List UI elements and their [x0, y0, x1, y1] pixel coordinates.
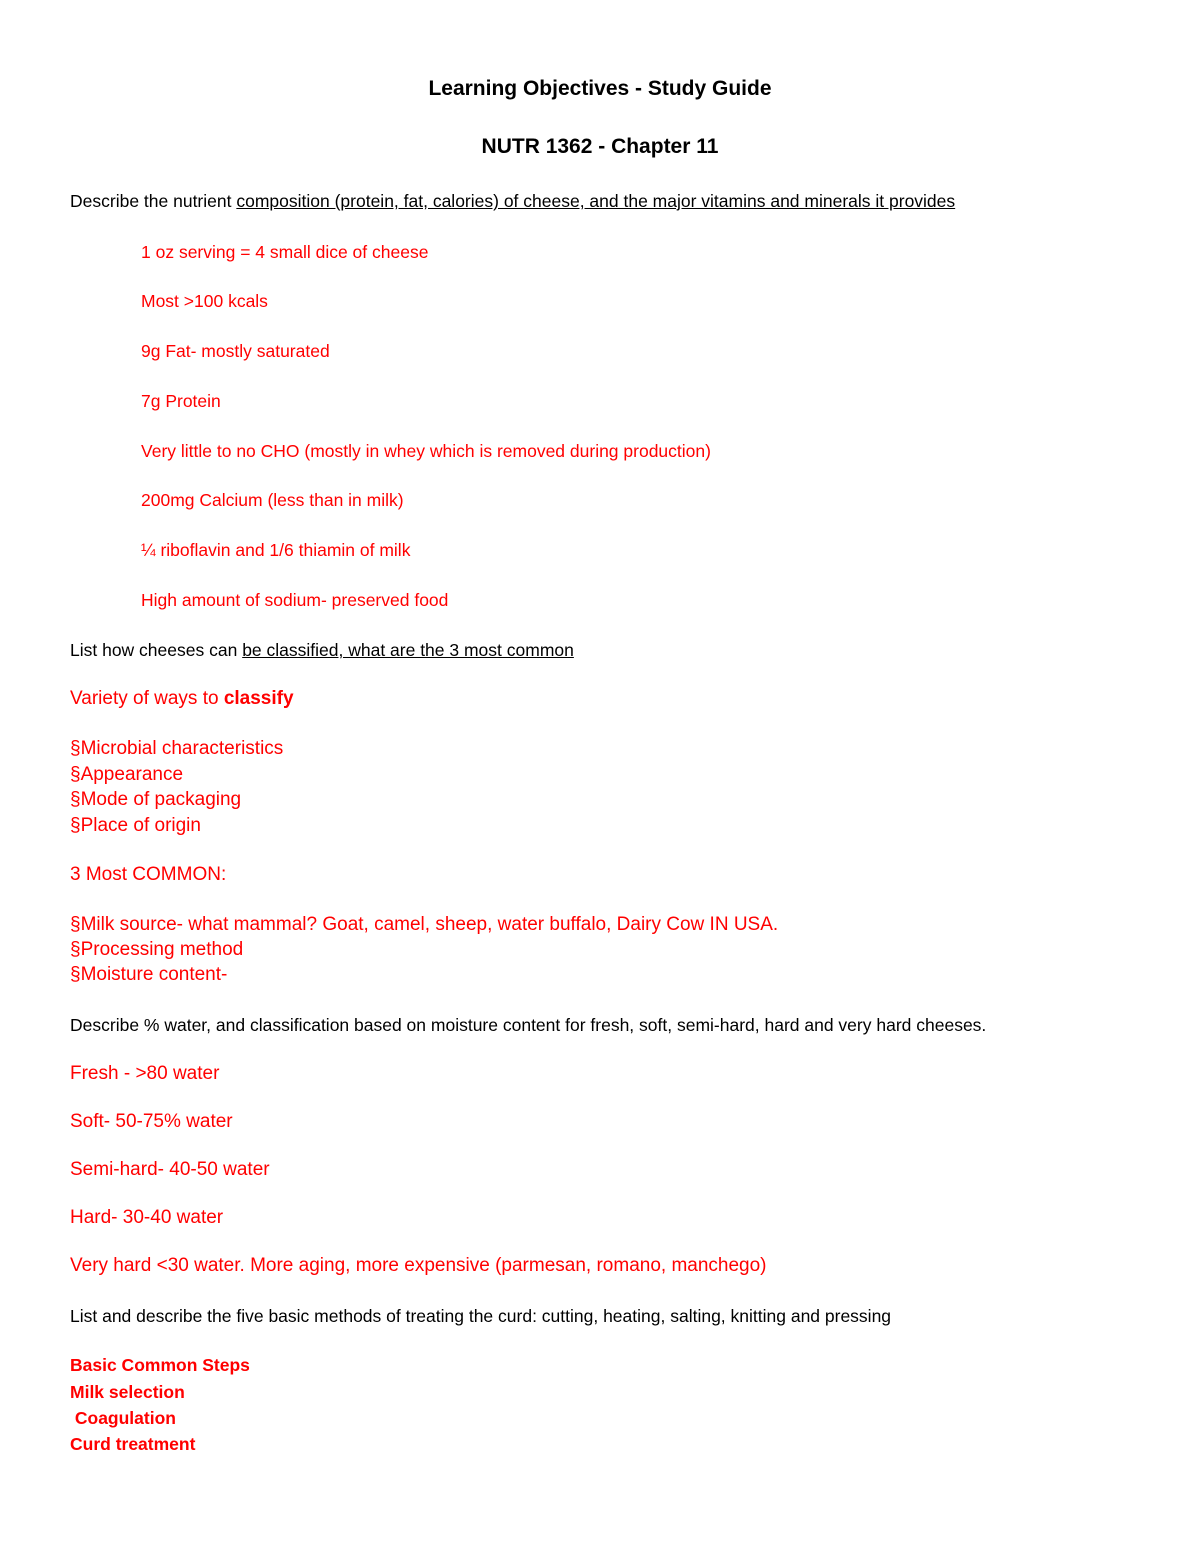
question-underlined-text: be classified, what are the 3 most common	[242, 640, 574, 660]
composition-item: Most >100 kcals	[141, 291, 268, 311]
document-title: Learning Objectives - Study Guide	[428, 77, 772, 100]
steps-heading: Basic Common Steps	[70, 1355, 250, 1375]
composition-item: 200mg Calcium (less than in milk)	[141, 490, 404, 510]
moisture-item: Semi-hard- 40-50 water	[70, 1159, 270, 1180]
composition-item: 7g Protein	[141, 391, 221, 411]
classify-way-item: §Mode of packaging	[70, 789, 242, 810]
composition-item: High amount of sodium- preserved food	[141, 590, 449, 610]
classify-intro-bold: classify	[223, 688, 294, 709]
composition-item: Very little to no CHO (mostly in whey which is removed during production)	[141, 441, 711, 461]
common-item: §Moisture content-	[70, 964, 228, 985]
question-text: List how cheeses can	[70, 640, 243, 660]
question-composition	[70, 191, 955, 212]
classify-way-item: §Place of origin	[70, 815, 201, 836]
question-underlined-text: composition (protein, fat, calories) of cheese, and the major vitamins and minerals it provides	[236, 191, 956, 211]
question-curd-treatment: List and describe the five basic methods of treating the curd: cutting, heating, salting, knitting and pressing	[70, 1306, 892, 1326]
moisture-item: Soft- 50-75% water	[70, 1111, 233, 1132]
classify-intro	[70, 688, 294, 710]
classify-way-item: §Appearance	[70, 764, 184, 785]
classify-intro-text: Variety of ways to	[70, 688, 224, 709]
moisture-item: Hard- 30-40 water	[70, 1207, 224, 1228]
question-classification	[70, 640, 574, 661]
common-item: §Processing method	[70, 939, 244, 960]
document-subtitle: NUTR 1362 - Chapter 11	[481, 135, 719, 158]
composition-item: 1 oz serving = 4 small dice of cheese	[141, 242, 429, 262]
classify-way-item: §Microbial characteristics	[70, 738, 284, 759]
question-text: Describe the nutrient	[70, 191, 237, 211]
common-item: §Milk source- what mammal? Goat, camel, sheep, water buffalo, Dairy Cow IN USA.	[70, 914, 779, 935]
common-heading: 3 Most COMMON:	[70, 864, 227, 885]
step-item: Milk selection	[70, 1382, 185, 1402]
composition-item: ¼ riboflavin and 1/6 thiamin of milk	[141, 540, 411, 560]
moisture-item: Very hard <30 water. More aging, more expensive (parmesan, romano, manchego)	[70, 1255, 767, 1276]
moisture-item: Fresh - >80 water	[70, 1063, 220, 1084]
step-item: Curd treatment	[70, 1434, 196, 1454]
question-moisture: Describe % water, and classification based on moisture content for fresh, soft, semi-hard, hard and very hard cheeses.	[70, 1015, 987, 1035]
composition-item: 9g Fat- mostly saturated	[141, 341, 330, 361]
step-item: Coagulation	[70, 1408, 176, 1428]
